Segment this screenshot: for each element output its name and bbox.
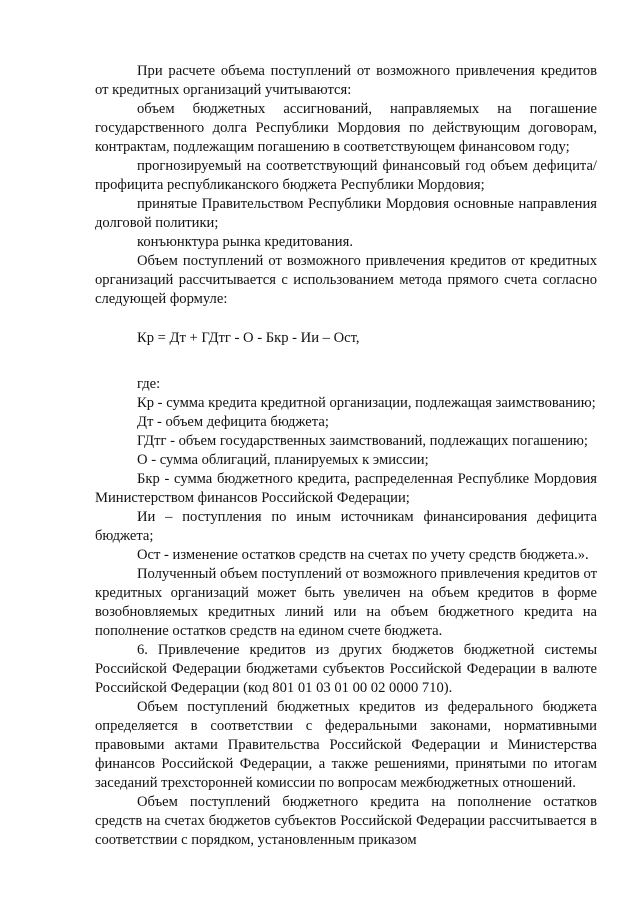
- definition-ii: Ии – поступления по иным источникам финансирования дефицита бюджета;: [95, 509, 597, 544]
- definition-o: О - сумма облигаций, планируемых к эмиссии;: [137, 452, 429, 468]
- paragraph-item-deficit-forecast: прогнозируемый на соответствующий финансовый год объем дефицита/профицита республиканского бюджета Республики Мордовия;: [95, 158, 597, 193]
- formula: Кр = Дт + ГДтг - О - Бкр - Ии – Ост,: [137, 330, 360, 346]
- paragraph-formula-intro: Объем поступлений от возможного привлечения кредитов от кредитных организаций рассчитывается с использованием метода прямого счета согласно следующей формуле:: [95, 253, 597, 307]
- paragraph-section-6: 6. Привлечение кредитов из других бюджетов бюджетной системы Российской Федерации бюджетами субъектов Российской Федерации в валюте Российской Федерации (код 801 01 03 01 00 02 0000 710).: [95, 642, 597, 696]
- paragraph-replenishment-credit: Объем поступлений бюджетного кредита на пополнение остатков средств на счетах бюджетов субъектов Российской Федерации рассчитывается в соответствии с порядком, установленным приказом: [95, 794, 597, 848]
- definition-kr: Кр - сумма кредита кредитной организации, подлежащая заимствованию;: [137, 395, 596, 411]
- definition-dt: Дт - объем дефицита бюджета;: [137, 414, 329, 430]
- paragraph-intro: При расчете объема поступлений от возможного привлечения кредитов от кредитных организаций учитываются:: [95, 63, 597, 98]
- paragraph-item-market-conditions: конъюнктура рынка кредитования.: [137, 234, 353, 250]
- document-body: [95, 62, 597, 850]
- definition-ost: Ост - изменение остатков средств на счетах по учету средств бюджета.».: [137, 547, 589, 563]
- paragraph-federal-credits: Объем поступлений бюджетных кредитов из федерального бюджета определяется в соответствии с федеральными законами, нормативными правовыми актами Правительства Российской Федерации и Министерства финансов Российской Федерации, а также решениями, принятыми по итогам заседаний трехсторонней комиссии по вопросам межбюджетных отношений.: [95, 699, 597, 791]
- paragraph-item-budget-allocations: объем бюджетных ассигнований, направляемых на погашение государственного долга Республики Мордовия по действующим договорам, контрактам, подлежащим погашению в соответствующем финансовом году;: [95, 101, 597, 155]
- definition-bkr: Бкр - сумма бюджетного кредита, распределенная Республике Мордовия Министерством финансов Российской Федерации;: [95, 471, 597, 506]
- where-label: где:: [137, 376, 161, 392]
- paragraph-item-debt-policy: принятые Правительством Республики Мордовия основные направления долговой политики;: [95, 196, 597, 231]
- definition-gdtg: ГДтг - объем государственных заимствований, подлежащих погашению;: [137, 433, 588, 449]
- paragraph-received-volume: Полученный объем поступлений от возможного привлечения кредитов от кредитных организаций может быть увеличен на объем кредитов в форме возобновляемых кредитных линий или на объем бюджетного кредита на пополнение остатков средств на едином счете бюджета.: [95, 566, 597, 639]
